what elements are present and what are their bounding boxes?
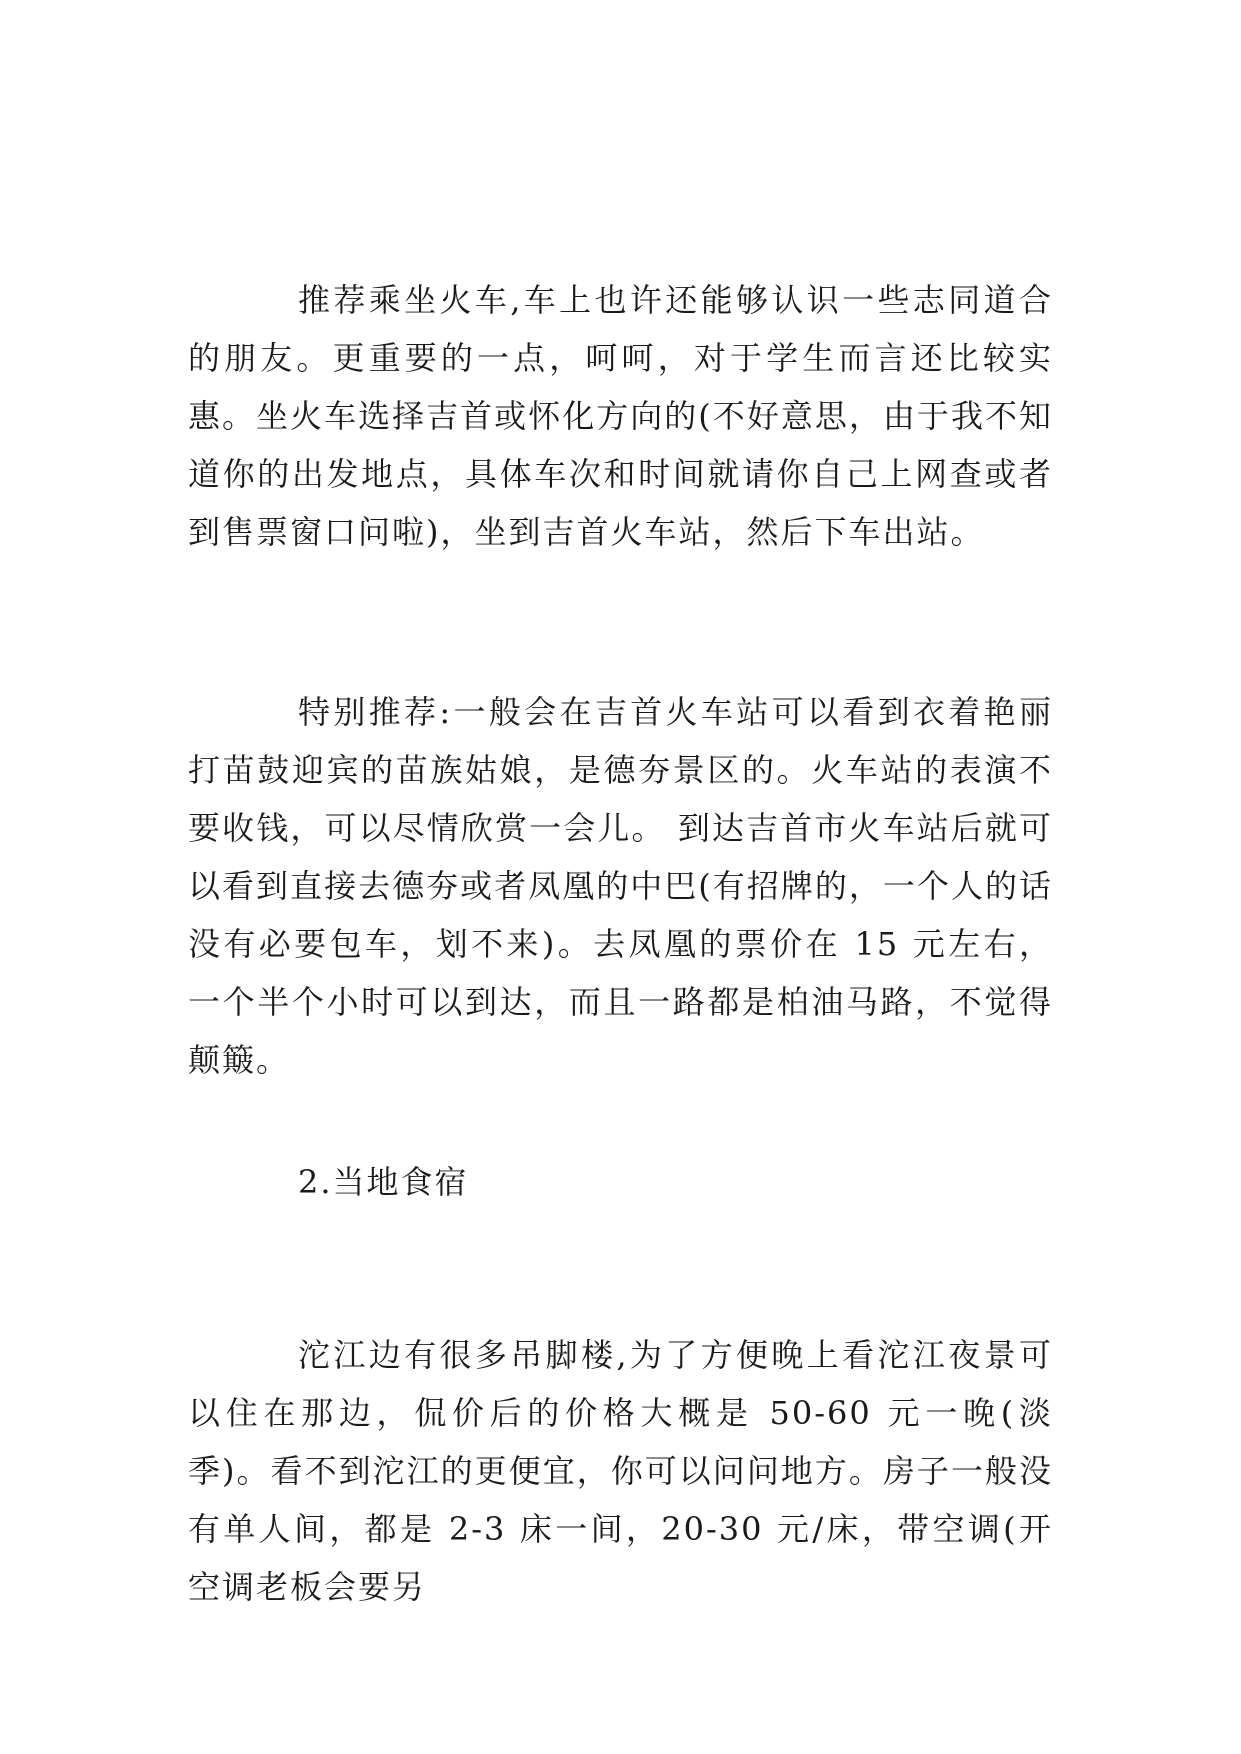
paragraph-lodging-info: 沱江边有很多吊脚楼,为了方便晚上看沱江夜景可以住在那边，侃价后的价格大概是 50-60 元一晚(淡季)。看不到沱江的更便宜，你可以问问地方。房子一般没有单人间，都是 2-3 床一间，20-30 元/床，带空调(开空调老板会要另 — [188, 1336, 1053, 1606]
paragraph-special-recommendation: 特别推荐:一般会在吉首火车站可以看到衣着艳丽打苗鼓迎宾的苗族姑娘，是德夯景区的。火车站的表演不要收钱，可以尽情欣赏一会儿。 到达吉首市火车站后就可以看到直接去德夯或者凤凰的中巴(有招牌的，一个人的话没有必要包车，划不来)。去凤凰的票价在 15 元左右，一个半个小时可以到达，而且一路都是柏油马路，不觉得颠簸。 — [188, 693, 1053, 1079]
section-heading-food-lodging: 2.当地食宿 — [298, 1163, 469, 1201]
paragraph-train-recommendation: 推荐乘坐火车,车上也许还能够认识一些志同道合的朋友。更重要的一点，呵呵，对于学生而言还比较实惠。坐火车选择吉首或怀化方向的(不好意思，由于我不知道你的出发地点，具体车次和时间就请你自己上网查或者到售票窗口问啦)，坐到吉首火车站，然后下车出站。 — [188, 281, 1053, 551]
